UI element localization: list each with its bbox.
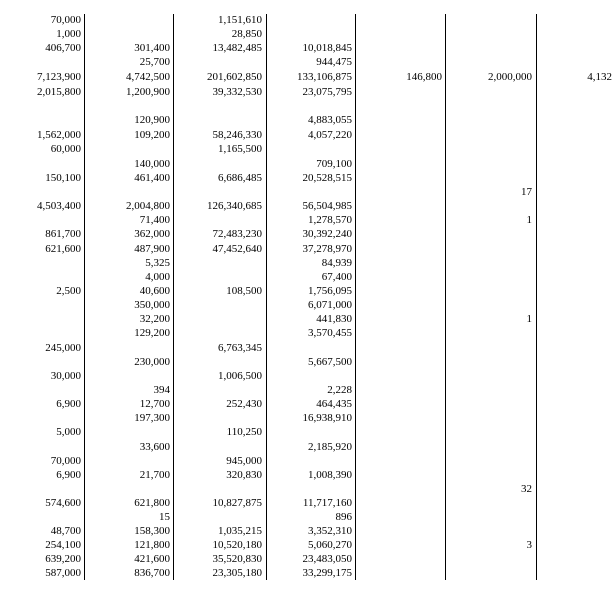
table-cell-c2: 140,000 bbox=[134, 158, 170, 170]
table-cell-c1: 6,900 bbox=[56, 398, 81, 410]
table-cell-c3: 72,483,230 bbox=[212, 228, 262, 240]
table-cell-c1: 406,700 bbox=[45, 42, 81, 54]
table-cell-c1: 254,100 bbox=[45, 539, 81, 551]
table-cell-c2: 621,800 bbox=[134, 497, 170, 509]
table-cell-c4: 1,278,570 bbox=[308, 214, 352, 226]
table-cell-c4: 4,057,220 bbox=[308, 129, 352, 141]
table-cell-c2: 836,700 bbox=[134, 567, 170, 579]
table-cell-c2: 197,300 bbox=[134, 412, 170, 424]
table-cell-c6: 1 bbox=[526, 313, 532, 325]
table-cell-c3: 28,850 bbox=[231, 28, 262, 40]
column-divider bbox=[536, 14, 537, 580]
table-cell-c2: 4,742,500 bbox=[126, 71, 170, 83]
table-cell-c4: 4,883,055 bbox=[308, 114, 352, 126]
table-cell-c2: 230,000 bbox=[134, 356, 170, 368]
column-divider bbox=[266, 14, 267, 580]
table-cell-c2: 487,900 bbox=[134, 243, 170, 255]
column-divider bbox=[173, 14, 174, 580]
table-cell-c3: 13,482,485 bbox=[212, 42, 262, 54]
table-cell-c2: 394 bbox=[153, 384, 170, 396]
table-cell-c3: 945,000 bbox=[226, 455, 262, 467]
table-cell-c3: 252,430 bbox=[226, 398, 262, 410]
table-cell-c4: 10,018,845 bbox=[302, 42, 352, 54]
table-cell-c3: 201,602,850 bbox=[207, 71, 262, 83]
table-cell-c4: 3,570,455 bbox=[308, 327, 352, 339]
table-cell-c4: 944,475 bbox=[316, 56, 352, 68]
table-cell-c3: 58,246,330 bbox=[212, 129, 262, 141]
table-cell-c4: 709,100 bbox=[316, 158, 352, 170]
table-cell-c4: 84,939 bbox=[321, 257, 352, 269]
table-cell-c2: 40,600 bbox=[139, 285, 170, 297]
table-cell-c3: 10,520,180 bbox=[212, 539, 262, 551]
table-cell-c5: 146,800 bbox=[406, 71, 442, 83]
table-cell-c1: 7,123,900 bbox=[37, 71, 81, 83]
table-cell-c1: 70,000 bbox=[50, 14, 81, 26]
table-cell-c1: 150,100 bbox=[45, 172, 81, 184]
table-cell-c1: 30,000 bbox=[50, 370, 81, 382]
table-cell-c2: 109,200 bbox=[134, 129, 170, 141]
table-cell-c3: 35,520,830 bbox=[212, 553, 262, 565]
table-cell-c3: 1,035,215 bbox=[218, 525, 262, 537]
table-cell-c7: 4,132 bbox=[587, 71, 612, 83]
table-cell-c4: 5,060,270 bbox=[308, 539, 352, 551]
table-cell-c4: 11,717,160 bbox=[302, 497, 352, 509]
table-cell-c3: 6,763,345 bbox=[218, 342, 262, 354]
table-cell-c2: 362,000 bbox=[134, 228, 170, 240]
table-cell-c4: 30,392,240 bbox=[302, 228, 352, 240]
table-cell-c4: 464,435 bbox=[316, 398, 352, 410]
column-divider bbox=[355, 14, 356, 580]
table-cell-c3: 1,151,610 bbox=[218, 14, 262, 26]
table-cell-c4: 67,400 bbox=[321, 271, 352, 283]
table-cell-c2: 32,200 bbox=[139, 313, 170, 325]
table-cell-c2: 15 bbox=[159, 511, 170, 523]
table-cell-c2: 5,325 bbox=[145, 257, 170, 269]
table-cell-c3: 1,006,500 bbox=[218, 370, 262, 382]
table-cell-c6: 3 bbox=[526, 539, 532, 551]
table-cell-c4: 6,071,000 bbox=[308, 299, 352, 311]
table-cell-c2: 1,200,900 bbox=[126, 86, 170, 98]
table-cell-c1: 2,500 bbox=[56, 285, 81, 297]
table-cell-c6: 17 bbox=[521, 186, 532, 198]
table-cell-c1: 70,000 bbox=[50, 455, 81, 467]
table-cell-c6: 2,000,000 bbox=[488, 71, 532, 83]
table-cell-c3: 108,500 bbox=[226, 285, 262, 297]
table-cell-c4: 2,185,920 bbox=[308, 441, 352, 453]
table-cell-c4: 20,528,515 bbox=[302, 172, 352, 184]
table-cell-c3: 1,165,500 bbox=[218, 143, 262, 155]
table-cell-c3: 39,332,530 bbox=[212, 86, 262, 98]
table-cell-c3: 47,452,640 bbox=[212, 243, 262, 255]
table-cell-c2: 2,004,800 bbox=[126, 200, 170, 212]
table-cell-c2: 121,800 bbox=[134, 539, 170, 551]
table-cell-c1: 4,503,400 bbox=[37, 200, 81, 212]
table-cell-c2: 461,400 bbox=[134, 172, 170, 184]
table-cell-c2: 421,600 bbox=[134, 553, 170, 565]
table-cell-c1: 587,000 bbox=[45, 567, 81, 579]
table-cell-c1: 60,000 bbox=[50, 143, 81, 155]
table-cell-c1: 861,700 bbox=[45, 228, 81, 240]
table-cell-c3: 10,827,875 bbox=[212, 497, 262, 509]
table-cell-c4: 133,106,875 bbox=[297, 71, 352, 83]
table-cell-c1: 1,000 bbox=[56, 28, 81, 40]
table-cell-c3: 126,340,685 bbox=[207, 200, 262, 212]
table-cell-c2: 120,900 bbox=[134, 114, 170, 126]
table-cell-c4: 33,299,175 bbox=[302, 567, 352, 579]
table-cell-c1: 1,562,000 bbox=[37, 129, 81, 141]
table-cell-c4: 37,278,970 bbox=[302, 243, 352, 255]
table-cell-c1: 48,700 bbox=[50, 525, 81, 537]
table-cell-c1: 639,200 bbox=[45, 553, 81, 565]
table-cell-c2: 129,200 bbox=[134, 327, 170, 339]
table-cell-c3: 320,830 bbox=[226, 469, 262, 481]
table-cell-c2: 4,000 bbox=[145, 271, 170, 283]
table-cell-c2: 350,000 bbox=[134, 299, 170, 311]
table-cell-c1: 621,600 bbox=[45, 243, 81, 255]
column-divider bbox=[445, 14, 446, 580]
table-cell-c2: 21,700 bbox=[139, 469, 170, 481]
table-cell-c1: 5,000 bbox=[56, 426, 81, 438]
table-cell-c6: 32 bbox=[521, 483, 532, 495]
table-cell-c1: 2,015,800 bbox=[37, 86, 81, 98]
table-cell-c4: 56,504,985 bbox=[302, 200, 352, 212]
table-cell-c6: 1 bbox=[526, 214, 532, 226]
table-cell-c2: 33,600 bbox=[139, 441, 170, 453]
table-cell-c3: 23,305,180 bbox=[212, 567, 262, 579]
table-cell-c4: 23,075,795 bbox=[302, 86, 352, 98]
table-cell-c4: 5,667,500 bbox=[308, 356, 352, 368]
table-cell-c4: 441,830 bbox=[316, 313, 352, 325]
table-cell-c2: 12,700 bbox=[139, 398, 170, 410]
table-cell-c2: 301,400 bbox=[134, 42, 170, 54]
table-cell-c4: 16,938,910 bbox=[302, 412, 352, 424]
column-divider bbox=[84, 14, 85, 580]
table-cell-c1: 245,000 bbox=[45, 342, 81, 354]
table-cell-c1: 6,900 bbox=[56, 469, 81, 481]
table-cell-c4: 2,228 bbox=[327, 384, 352, 396]
table-cell-c2: 25,700 bbox=[139, 56, 170, 68]
table-cell-c2: 71,400 bbox=[139, 214, 170, 226]
table-cell-c4: 23,483,050 bbox=[302, 553, 352, 565]
table-cell-c3: 110,250 bbox=[226, 426, 262, 438]
table-cell-c4: 1,008,390 bbox=[308, 469, 352, 481]
table-cell-c1: 574,600 bbox=[45, 497, 81, 509]
table-cell-c4: 3,352,310 bbox=[308, 525, 352, 537]
table-cell-c4: 896 bbox=[335, 511, 352, 523]
table-cell-c2: 158,300 bbox=[134, 525, 170, 537]
table-cell-c4: 1,756,095 bbox=[308, 285, 352, 297]
table-cell-c3: 6,686,485 bbox=[218, 172, 262, 184]
